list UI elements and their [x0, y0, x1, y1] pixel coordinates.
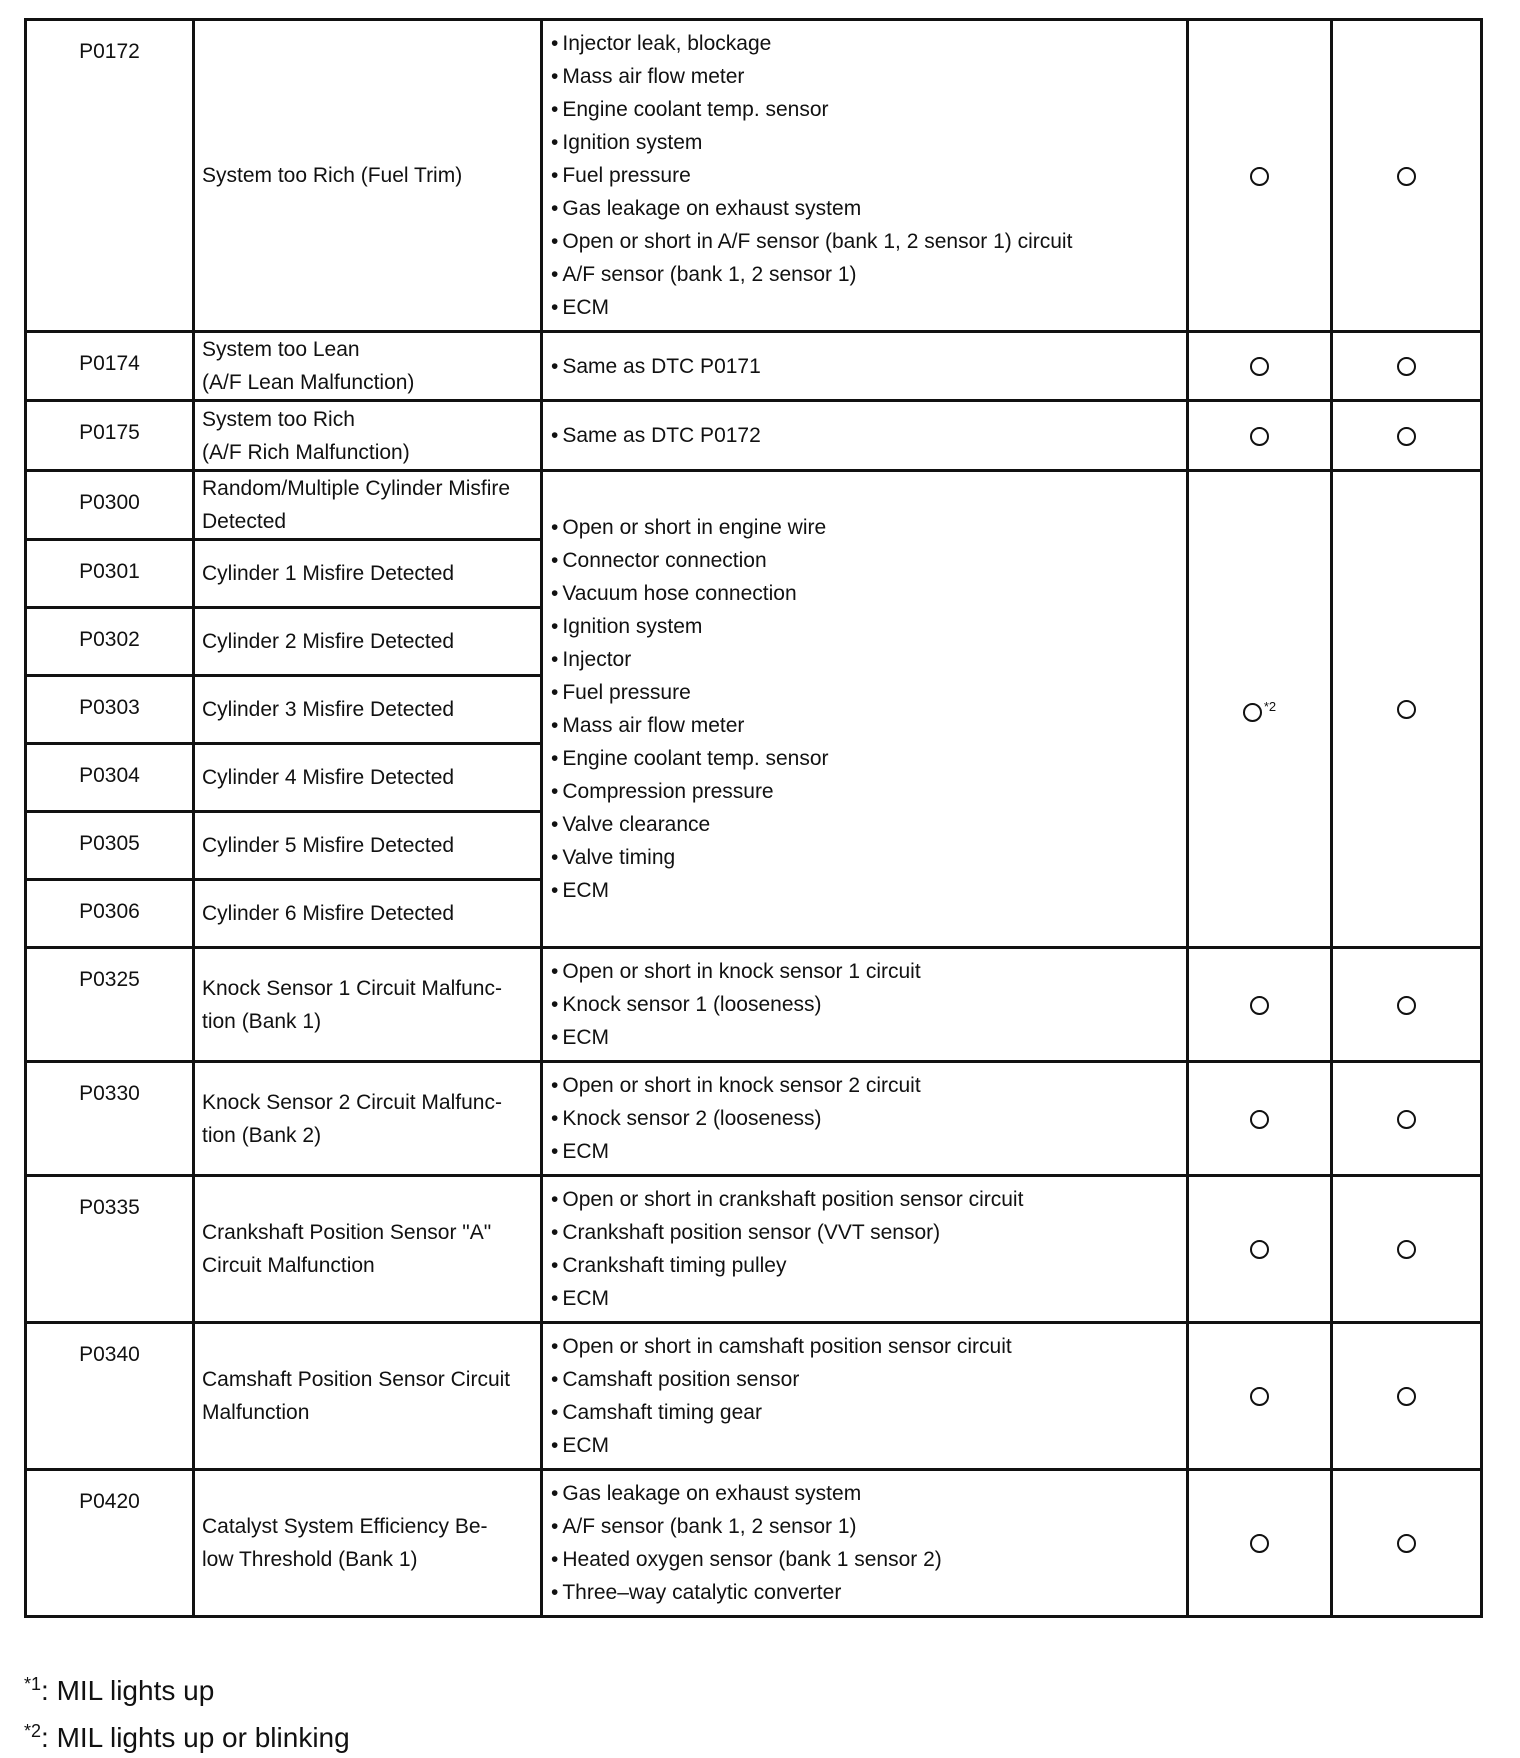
trouble-area-item: • A/F sensor (bank 1, 2 sensor 1) [551, 258, 1186, 291]
mil-circle-icon [1250, 427, 1269, 446]
footnote-mark: *1 [24, 1674, 42, 1694]
trouble-area-item: • ECM [551, 1429, 1186, 1462]
fault-name-cell: Knock Sensor 1 Circuit Malfunc- tion (Bank 1) [194, 948, 542, 1062]
trouble-area-item: • Heated oxygen sensor (bank 1 sensor 2) [551, 1543, 1186, 1576]
memory-circle-icon [1397, 1110, 1416, 1129]
footnote-1 [24, 1664, 350, 1711]
trouble-area-item: • Injector [551, 643, 1186, 676]
dtc-code-cell: P0330 [26, 1062, 194, 1176]
trouble-area-item: • Ignition system [551, 610, 1186, 643]
trouble-area-list [551, 419, 1186, 452]
mil-cell [1188, 1323, 1332, 1470]
dtc-code-cell: P0420 [26, 1470, 194, 1617]
dtc-table-body [26, 20, 1482, 1617]
trouble-area-list [551, 955, 1186, 1054]
fault-name-cell: Catalyst System Efficiency Be- low Threshold (Bank 1) [194, 1470, 542, 1617]
trouble-area-cell [542, 332, 1188, 401]
trouble-area-item: • ECM [551, 1282, 1186, 1315]
trouble-area-item: • Mass air flow meter [551, 60, 1186, 93]
trouble-area-item: • Fuel pressure [551, 676, 1186, 709]
fault-name-cell: Cylinder 5 Misfire Detected [194, 812, 542, 880]
mil-circle-icon [1243, 703, 1262, 722]
memory-cell [1332, 20, 1482, 332]
dtc-code-cell: P0335 [26, 1176, 194, 1323]
dtc-row [26, 471, 1482, 540]
mil-circle-icon [1250, 1240, 1269, 1259]
dtc-code-cell: P0306 [26, 880, 194, 948]
trouble-area-item: • Injector leak, blockage [551, 27, 1186, 60]
dtc-row [26, 1062, 1482, 1176]
mil-cell [1188, 1176, 1332, 1323]
trouble-area-cell [542, 471, 1188, 948]
trouble-area-item: • Open or short in knock sensor 1 circuit [551, 955, 1186, 988]
dtc-code-cell: P0300 [26, 471, 194, 540]
trouble-area-list [551, 1330, 1186, 1462]
dtc-row [26, 401, 1482, 471]
memory-cell [1332, 1323, 1482, 1470]
trouble-area-item: • Open or short in knock sensor 2 circuit [551, 1069, 1186, 1102]
trouble-area-item: • Crankshaft timing pulley [551, 1249, 1186, 1282]
fault-name-cell: Cylinder 6 Misfire Detected [194, 880, 542, 948]
mil-cell [1188, 401, 1332, 471]
trouble-area-list [551, 1069, 1186, 1168]
trouble-area-cell [542, 1062, 1188, 1176]
trouble-area-cell [542, 1470, 1188, 1617]
trouble-area-list [551, 511, 1186, 907]
mil-circle-icon [1250, 167, 1269, 186]
trouble-area-cell [542, 948, 1188, 1062]
fault-name-cell: System too Rich (A/F Rich Malfunction) [194, 401, 542, 471]
memory-circle-icon [1397, 357, 1416, 376]
trouble-area-item: • Camshaft position sensor [551, 1363, 1186, 1396]
trouble-area-item: • ECM [551, 1135, 1186, 1168]
trouble-area-item: • Open or short in crankshaft position sensor circuit [551, 1183, 1186, 1216]
memory-cell [1332, 471, 1482, 948]
footnotes [24, 1664, 350, 1758]
fault-name-cell: System too Rich (Fuel Trim) [194, 20, 542, 332]
fault-name-cell: Camshaft Position Sensor Circuit Malfunction [194, 1323, 542, 1470]
trouble-area-item: • ECM [551, 291, 1186, 324]
mil-cell [1188, 1062, 1332, 1176]
trouble-area-list [551, 27, 1186, 324]
trouble-area-item: • Valve timing [551, 841, 1186, 874]
memory-cell [1332, 1062, 1482, 1176]
trouble-area-item: • Camshaft timing gear [551, 1396, 1186, 1429]
memory-cell [1332, 948, 1482, 1062]
trouble-area-item: • Knock sensor 1 (looseness) [551, 988, 1186, 1021]
fault-name-cell: System too Lean (A/F Lean Malfunction) [194, 332, 542, 401]
trouble-area-item: • Mass air flow meter [551, 709, 1186, 742]
mil-cell [1188, 1470, 1332, 1617]
fault-name-cell: Cylinder 4 Misfire Detected [194, 744, 542, 812]
trouble-area-cell [542, 1176, 1188, 1323]
memory-circle-icon [1397, 996, 1416, 1015]
trouble-area-item: • Vacuum hose connection [551, 577, 1186, 610]
mil-footnote-ref: *2 [1263, 699, 1277, 714]
trouble-area-item: • Gas leakage on exhaust system [551, 1477, 1186, 1510]
dtc-code-cell: P0175 [26, 401, 194, 471]
fault-name-cell: Cylinder 1 Misfire Detected [194, 540, 542, 608]
memory-circle-icon [1397, 1534, 1416, 1553]
trouble-area-item: • Engine coolant temp. sensor [551, 93, 1186, 126]
dtc-code-cell: P0172 [26, 20, 194, 332]
memory-circle-icon [1397, 1387, 1416, 1406]
memory-circle-icon [1397, 427, 1416, 446]
dtc-row [26, 1470, 1482, 1617]
trouble-area-item: • Engine coolant temp. sensor [551, 742, 1186, 775]
mil-cell [1188, 948, 1332, 1062]
trouble-area-item: • Crankshaft position sensor (VVT sensor) [551, 1216, 1186, 1249]
dtc-row [26, 332, 1482, 401]
footnote-text: : MIL lights up [41, 1675, 215, 1706]
trouble-area-item: • Same as DTC P0171 [551, 350, 1186, 383]
memory-circle-icon [1397, 700, 1416, 719]
trouble-area-item: • Connector connection [551, 544, 1186, 577]
memory-circle-icon [1397, 167, 1416, 186]
memory-circle-icon [1397, 1240, 1416, 1259]
mil-cell [1188, 20, 1332, 332]
dtc-code-cell: P0302 [26, 608, 194, 676]
mil-circle-icon [1250, 1387, 1269, 1406]
dtc-row [26, 20, 1482, 332]
trouble-area-item: • Open or short in A/F sensor (bank 1, 2 sensor 1) circuit [551, 225, 1186, 258]
memory-cell [1332, 401, 1482, 471]
trouble-area-item: • Knock sensor 2 (looseness) [551, 1102, 1186, 1135]
dtc-code-cell: P0174 [26, 332, 194, 401]
trouble-area-item: • Three–way catalytic converter [551, 1576, 1186, 1609]
dtc-code-cell: P0301 [26, 540, 194, 608]
fault-name-cell: Crankshaft Position Sensor "A" Circuit Malfunction [194, 1176, 542, 1323]
dtc-table [24, 18, 1483, 1618]
fault-name-cell: Cylinder 3 Misfire Detected [194, 676, 542, 744]
trouble-area-item: • Compression pressure [551, 775, 1186, 808]
trouble-area-item: • ECM [551, 874, 1186, 907]
mil-circle-icon [1250, 996, 1269, 1015]
trouble-area-item: • Open or short in camshaft position sensor circuit [551, 1330, 1186, 1363]
dtc-code-cell: P0340 [26, 1323, 194, 1470]
footnote-text: : MIL lights up or blinking [41, 1722, 350, 1753]
trouble-area-item: • Open or short in engine wire [551, 511, 1186, 544]
footnote-2 [24, 1711, 350, 1758]
dtc-code-cell: P0303 [26, 676, 194, 744]
mil-circle-icon [1250, 1110, 1269, 1129]
memory-cell [1332, 332, 1482, 401]
dtc-code-cell: P0304 [26, 744, 194, 812]
trouble-area-item: • Valve clearance [551, 808, 1186, 841]
trouble-area-item: • A/F sensor (bank 1, 2 sensor 1) [551, 1510, 1186, 1543]
trouble-area-list [551, 1477, 1186, 1609]
mil-circle-icon [1250, 1534, 1269, 1553]
trouble-area-item: • Fuel pressure [551, 159, 1186, 192]
trouble-area-list [551, 1183, 1186, 1315]
trouble-area-cell [542, 401, 1188, 471]
trouble-area-list [551, 350, 1186, 383]
trouble-area-item: • Same as DTC P0172 [551, 419, 1186, 452]
trouble-area-item: • Ignition system [551, 126, 1186, 159]
dtc-row [26, 948, 1482, 1062]
dtc-code-cell: P0325 [26, 948, 194, 1062]
trouble-area-item: • Gas leakage on exhaust system [551, 192, 1186, 225]
trouble-area-item: • ECM [551, 1021, 1186, 1054]
memory-cell [1332, 1176, 1482, 1323]
trouble-area-cell [542, 20, 1188, 332]
mil-cell [1188, 471, 1332, 948]
dtc-row [26, 1323, 1482, 1470]
mil-circle-icon [1250, 357, 1269, 376]
dtc-code-cell: P0305 [26, 812, 194, 880]
dtc-row [26, 1176, 1482, 1323]
footnote-mark: *2 [24, 1721, 42, 1741]
fault-name-cell: Random/Multiple Cylinder Misfire Detected [194, 471, 542, 540]
fault-name-cell: Knock Sensor 2 Circuit Malfunc- tion (Bank 2) [194, 1062, 542, 1176]
fault-name-cell: Cylinder 2 Misfire Detected [194, 608, 542, 676]
trouble-area-cell [542, 1323, 1188, 1470]
memory-cell [1332, 1470, 1482, 1617]
mil-cell [1188, 332, 1332, 401]
